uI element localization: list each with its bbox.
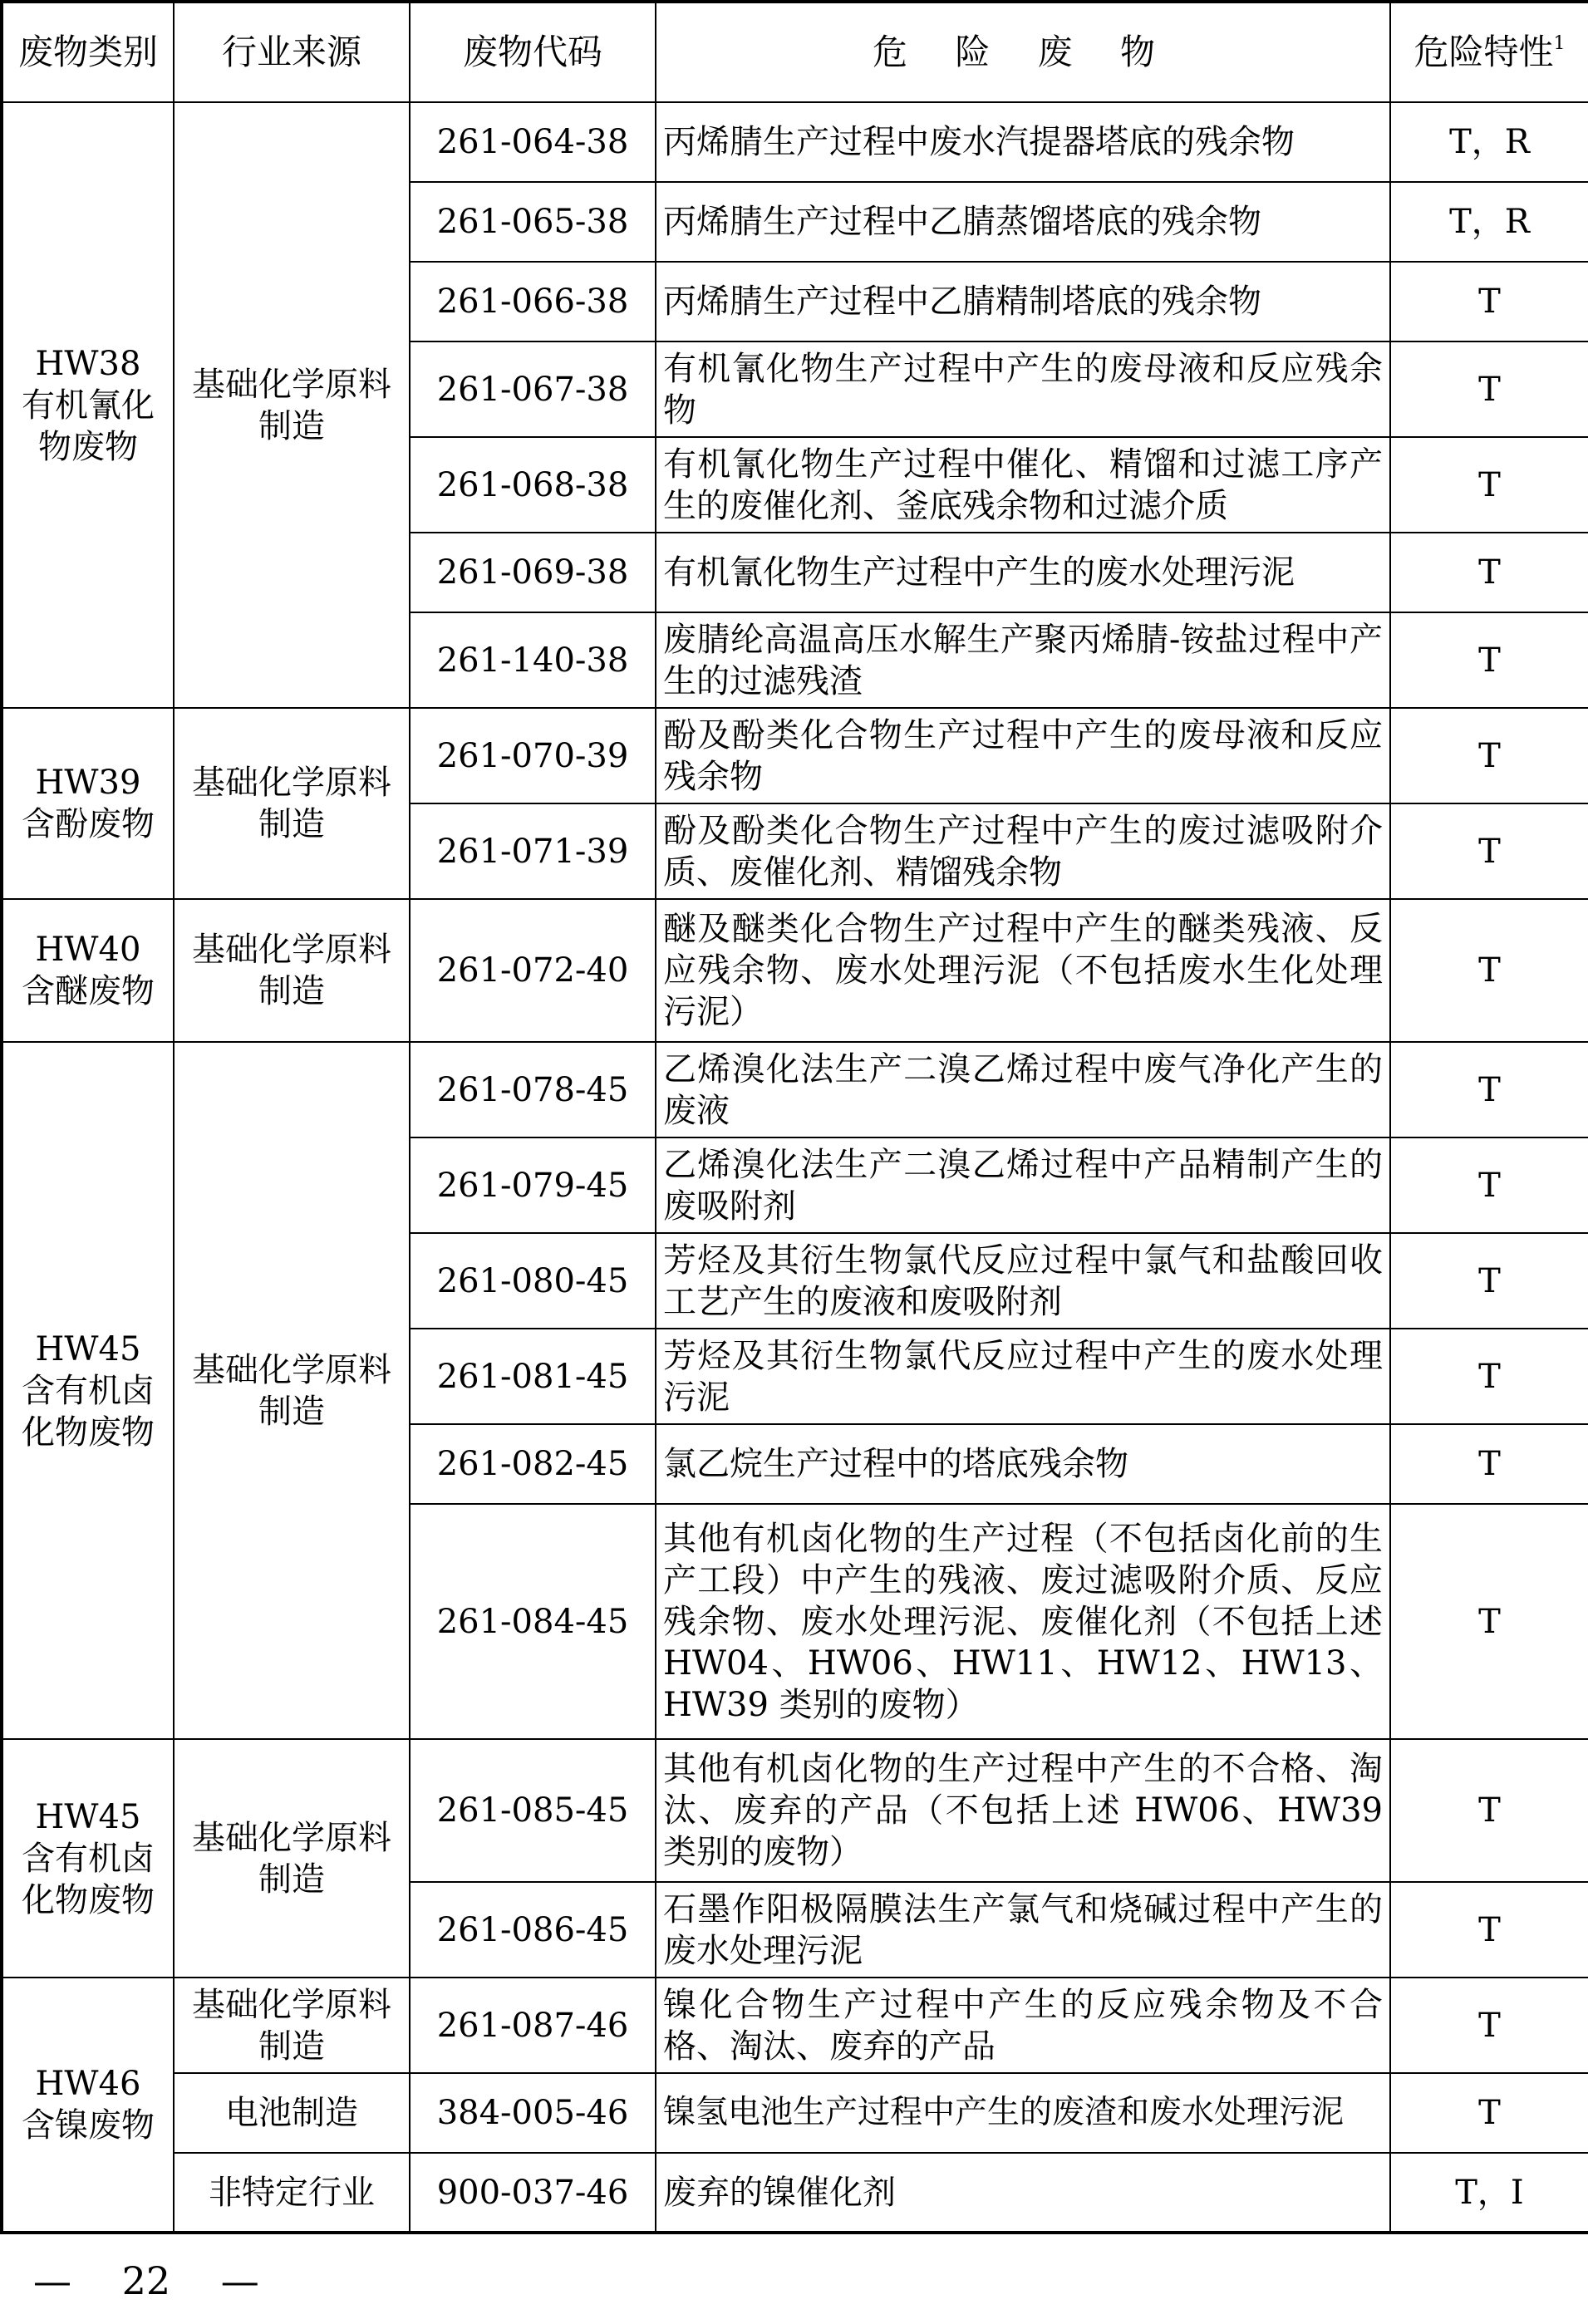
header-code: 废物代码 (410, 2, 656, 102)
hazard-characteristic: T (1390, 708, 1588, 803)
table-row (2, 102, 1588, 182)
waste-code: 261-087-46 (410, 1978, 656, 2073)
waste-code: 261-084-45 (410, 1504, 656, 1739)
waste-description: 醚及醚类化合物生产过程中产生的醚类残液、反应残余物、废水处理污泥（不包括废水生化处理污泥） (656, 899, 1390, 1042)
page-footer (33, 2258, 259, 2303)
category-cell (2, 1978, 174, 2233)
table-row (2, 1978, 1588, 2073)
waste-description: 氯乙烷生产过程中的塔底残余物 (656, 1424, 1390, 1504)
page-number: 22 (121, 2258, 171, 2303)
waste-code: 900-037-46 (410, 2153, 656, 2233)
waste-description: 乙烯溴化法生产二溴乙烯过程中废气净化产生的废液 (656, 1042, 1390, 1137)
hazard-characteristic: T (1390, 437, 1588, 533)
category-cell (2, 1042, 174, 1739)
hazard-characteristic: T (1390, 262, 1588, 341)
waste-description: 镍化合物生产过程中产生的反应残余物及不合格、淘汰、废弃的产品 (656, 1978, 1390, 2073)
hazard-characteristic: T (1390, 1329, 1588, 1424)
waste-code: 261-140-38 (410, 612, 656, 708)
category-code: HW46 (35, 2065, 141, 2103)
table-row (2, 1739, 1588, 1882)
waste-description: 有机氰化物生产过程中催化、精馏和过滤工序产生的废催化剂、釜底残余物和过滤介质 (656, 437, 1390, 533)
waste-code: 261-081-45 (410, 1329, 656, 1424)
waste-code: 261-064-38 (410, 102, 656, 182)
hazard-characteristic: T (1390, 341, 1588, 437)
header-source: 行业来源 (174, 2, 410, 102)
waste-code: 261-069-38 (410, 533, 656, 612)
hazard-characteristic: T (1390, 1233, 1588, 1329)
waste-code: 261-086-45 (410, 1882, 656, 1978)
source-cell: 基础化学原料制造 (174, 1739, 410, 1978)
waste-code: 261-082-45 (410, 1424, 656, 1504)
header-category: 废物类别 (2, 2, 174, 102)
hazard-characteristic: T，R (1390, 182, 1588, 262)
waste-description: 丙烯腈生产过程中废水汽提器塔底的残余物 (656, 102, 1390, 182)
waste-description: 酚及酚类化合物生产过程中产生的废过滤吸附介质、废催化剂、精馏残余物 (656, 803, 1390, 899)
table-header-row (2, 2, 1588, 102)
hazard-characteristic: T (1390, 803, 1588, 899)
category-name: 有机氰化物废物 (22, 386, 155, 466)
waste-description: 酚及酚类化合物生产过程中产生的废母液和反应残余物 (656, 708, 1390, 803)
source-cell: 基础化学原料制造 (174, 708, 410, 899)
waste-description: 丙烯腈生产过程中乙腈蒸馏塔底的残余物 (656, 182, 1390, 262)
hazard-characteristic: T (1390, 899, 1588, 1042)
hazard-characteristic: T (1390, 1042, 1588, 1137)
hazard-characteristic: T，R (1390, 102, 1588, 182)
category-cell (2, 899, 174, 1042)
waste-code: 261-085-45 (410, 1739, 656, 1882)
table-row (2, 899, 1588, 1042)
category-cell (2, 708, 174, 899)
waste-description: 乙烯溴化法生产二溴乙烯过程中产品精制产生的废吸附剂 (656, 1137, 1390, 1233)
header-description: 危 险 废 物 (656, 2, 1390, 102)
hazard-characteristic: T (1390, 1739, 1588, 1882)
hazard-characteristic: T (1390, 1978, 1588, 2073)
hazard-characteristic: T (1390, 1137, 1588, 1233)
footer-dash-left: — (33, 2258, 71, 2303)
waste-code: 261-068-38 (410, 437, 656, 533)
category-code: HW40 (35, 931, 141, 969)
category-name: 含有机卤化物废物 (22, 1371, 155, 1452)
category-name: 含有机卤化物废物 (22, 1839, 155, 1919)
waste-code: 261-079-45 (410, 1137, 656, 1233)
footer-dash-right: — (220, 2258, 259, 2303)
table-row (2, 2073, 1588, 2153)
waste-code: 261-071-39 (410, 803, 656, 899)
waste-code: 261-067-38 (410, 341, 656, 437)
waste-description: 有机氰化物生产过程中产生的废水处理污泥 (656, 533, 1390, 612)
source-cell: 基础化学原料制造 (174, 102, 410, 708)
category-code: HW45 (35, 1329, 141, 1368)
hazard-characteristic: T (1390, 612, 1588, 708)
source-cell: 基础化学原料制造 (174, 1978, 410, 2073)
waste-description: 其他有机卤化物的生产过程（不包括卤化前的生产工段）中产生的残液、废过滤吸附介质、反应残余物、废水处理污泥、废催化剂（不包括上述HW04、HW06、HW11、HW12、HW13、HW39 类别的废物） (656, 1504, 1390, 1739)
hazard-characteristic: T (1390, 2073, 1588, 2153)
waste-code: 261-066-38 (410, 262, 656, 341)
category-code: HW39 (35, 764, 141, 802)
waste-code: 261-078-45 (410, 1042, 656, 1137)
header-characteristic (1390, 2, 1588, 102)
table-row (2, 2153, 1588, 2233)
waste-description: 镍氢电池生产过程中产生的废渣和废水处理污泥 (656, 2073, 1390, 2153)
category-name: 含镍废物 (22, 2106, 155, 2145)
source-cell: 电池制造 (174, 2073, 410, 2153)
waste-description: 芳烃及其衍生物氯代反应过程中氯气和盐酸回收工艺产生的废液和废吸附剂 (656, 1233, 1390, 1329)
waste-code: 384-005-46 (410, 2073, 656, 2153)
waste-description: 有机氰化物生产过程中产生的废母液和反应残余物 (656, 341, 1390, 437)
source-cell: 基础化学原料制造 (174, 1042, 410, 1739)
hazard-characteristic: T (1390, 1504, 1588, 1739)
category-cell (2, 102, 174, 708)
waste-description: 废弃的镍催化剂 (656, 2153, 1390, 2233)
waste-description: 废腈纶高温高压水解生产聚丙烯腈-铵盐过程中产生的过滤残渣 (656, 612, 1390, 708)
source-cell: 基础化学原料制造 (174, 899, 410, 1042)
header-characteristic-label: 危险特性 (1413, 31, 1554, 72)
waste-description: 石墨作阳极隔膜法生产氯气和烧碱过程中产生的废水处理污泥 (656, 1882, 1390, 1978)
hazard-characteristic: T，I (1390, 2153, 1588, 2233)
waste-code: 261-065-38 (410, 182, 656, 262)
waste-code: 261-080-45 (410, 1233, 656, 1329)
hazard-characteristic: T (1390, 1424, 1588, 1504)
category-cell (2, 1739, 174, 1978)
hazard-characteristic: T (1390, 1882, 1588, 1978)
waste-description: 丙烯腈生产过程中乙腈精制塔底的残余物 (656, 262, 1390, 341)
waste-description: 其他有机卤化物的生产过程中产生的不合格、淘汰、废弃的产品（不包括上述 HW06、HW39类别的废物） (656, 1739, 1390, 1882)
source-cell: 非特定行业 (174, 2153, 410, 2233)
waste-code: 261-070-39 (410, 708, 656, 803)
table-row (2, 708, 1588, 803)
category-code: HW38 (35, 344, 141, 383)
table-row (2, 1042, 1588, 1137)
waste-description: 芳烃及其衍生物氯代反应过程中产生的废水处理污泥 (656, 1329, 1390, 1424)
waste-code: 261-072-40 (410, 899, 656, 1042)
header-characteristic-footnote: 1 (1553, 32, 1566, 54)
category-name: 含醚废物 (22, 972, 155, 1010)
hazard-characteristic: T (1390, 533, 1588, 612)
category-name: 含酚废物 (22, 805, 155, 843)
category-code: HW45 (35, 1797, 141, 1836)
